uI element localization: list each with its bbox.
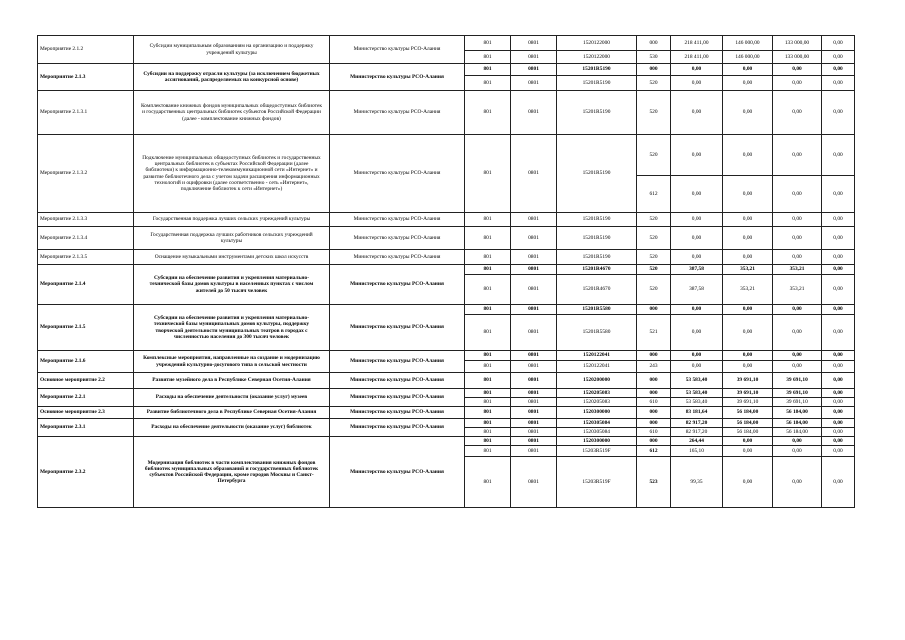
measure-id: Мероприятие 2.1.3.2 (38, 135, 134, 213)
expense-type-code: 520 (637, 135, 671, 176)
expense-type-code: 000 (637, 305, 671, 315)
expense-type-code: 000 (637, 351, 671, 361)
measure-description: Комплексные мероприятия, направленные на создание и модернизацию учреждений культурно-досугового типа в сельской местности (134, 351, 330, 373)
section-code: 0801 (511, 275, 557, 305)
target-article-code: 1520122000 (557, 36, 637, 51)
target-article-code: 1520205083 (557, 398, 637, 407)
section-code: 0801 (511, 446, 557, 457)
table-row (38, 389, 855, 398)
measure-id: Мероприятие 2.1.6 (38, 351, 134, 373)
amount-year-2: 0,00 (723, 457, 773, 508)
amount-year-2: 0,00 (723, 64, 773, 76)
section-code: 0801 (511, 265, 557, 275)
amount-year-2: 0,00 (723, 315, 773, 351)
amount-year-3: 0,00 (773, 315, 822, 351)
amount-year-3: 0,00 (773, 64, 822, 76)
amount-year-4: 0,00 (822, 373, 855, 389)
table-row (38, 36, 855, 51)
responsible-agency: Министерство культуры РСО-Алания (330, 213, 465, 227)
amount-year-3: 0,00 (773, 76, 822, 91)
amount-year-4: 0,00 (822, 275, 855, 305)
target-article-code: 15201R5580 (557, 305, 637, 315)
grbs-code: 801 (465, 351, 511, 361)
responsible-agency: Министерство культуры РСО-Алания (330, 305, 465, 351)
amount-year-4: 0,00 (822, 36, 855, 51)
responsible-agency: Министерство культуры РСО-Алания (330, 407, 465, 419)
amount-year-4: 0,00 (822, 351, 855, 361)
amount-year-1: 165,10 (671, 446, 723, 457)
amount-year-2: 56 184,00 (723, 428, 773, 437)
amount-year-1: 0,00 (671, 227, 723, 250)
responsible-agency: Министерство культуры РСО-Алания (330, 437, 465, 508)
grbs-code: 801 (465, 135, 511, 213)
responsible-agency: Министерство культуры РСО-Алания (330, 64, 465, 91)
target-article-code: 15201R4670 (557, 265, 637, 275)
amount-year-1: 0,00 (671, 250, 723, 265)
amount-year-3: 0,00 (773, 176, 822, 213)
amount-year-4: 0,00 (822, 213, 855, 227)
amount-year-4: 0,00 (822, 265, 855, 275)
table-row (38, 407, 855, 419)
amount-year-3: 0,00 (773, 305, 822, 315)
expense-type-code: 000 (637, 64, 671, 76)
section-code: 0801 (511, 361, 557, 373)
target-article-code: 1520122000 (557, 51, 637, 64)
amount-year-2: 0,00 (723, 135, 773, 176)
amount-year-2: 0,00 (723, 351, 773, 361)
grbs-code: 801 (465, 213, 511, 227)
amount-year-3: 133 000,00 (773, 36, 822, 51)
expense-type-code: 000 (637, 389, 671, 398)
responsible-agency: Министерство культуры РСО-Алания (330, 373, 465, 389)
amount-year-4: 0,00 (822, 135, 855, 176)
target-article-code: 15201R5190 (557, 250, 637, 265)
amount-year-3: 39 691,10 (773, 398, 822, 407)
expense-type-code: 520 (637, 227, 671, 250)
expense-type-code: 520 (637, 275, 671, 305)
amount-year-3: 39 691,10 (773, 373, 822, 389)
amount-year-4: 0,00 (822, 227, 855, 250)
measure-id: Основное мероприятие 2.2 (38, 373, 134, 389)
amount-year-1: 0,00 (671, 351, 723, 361)
grbs-code: 801 (465, 407, 511, 419)
target-article-code: 15201R5190 (557, 213, 637, 227)
amount-year-2: 39 691,10 (723, 373, 773, 389)
measure-description: Субсидии муниципальным образованиям на организацию и поддержку учреждений культуры (134, 36, 330, 64)
section-code: 0801 (511, 437, 557, 446)
measure-id: Основное мероприятие 2.3 (38, 407, 134, 419)
amount-year-2: 56 184,00 (723, 407, 773, 419)
amount-year-1: 83 181,64 (671, 407, 723, 419)
amount-year-1: 53 583,40 (671, 389, 723, 398)
target-article-code: 15201R5190 (557, 64, 637, 76)
amount-year-1: 264,44 (671, 437, 723, 446)
amount-year-3: 133 000,00 (773, 51, 822, 64)
amount-year-2: 39 691,10 (723, 389, 773, 398)
expense-type-code: 000 (637, 407, 671, 419)
grbs-code: 801 (465, 437, 511, 446)
amount-year-3: 56 184,00 (773, 407, 822, 419)
table-row (38, 305, 855, 315)
amount-year-4: 0,00 (822, 76, 855, 91)
amount-year-4: 0,00 (822, 398, 855, 407)
amount-year-3: 0,00 (773, 446, 822, 457)
amount-year-4: 0,00 (822, 51, 855, 64)
amount-year-4: 0,00 (822, 64, 855, 76)
expense-type-code: 520 (637, 250, 671, 265)
section-code: 0801 (511, 91, 557, 135)
amount-year-1: 0,00 (671, 91, 723, 135)
measure-description: Государственная поддержка лучших работников сельских учреждений культуры (134, 227, 330, 250)
measure-id: Мероприятие 2.2.1 (38, 389, 134, 407)
expense-type-code: 520 (637, 76, 671, 91)
amount-year-2: 0,00 (723, 227, 773, 250)
amount-year-1: 0,00 (671, 361, 723, 373)
amount-year-4: 0,00 (822, 389, 855, 398)
expense-type-code: 521 (637, 315, 671, 351)
amount-year-3: 0,00 (773, 227, 822, 250)
target-article-code: 15203R519F (557, 457, 637, 508)
measure-id: Мероприятие 2.1.3.1 (38, 91, 134, 135)
measure-id: Мероприятие 2.1.5 (38, 305, 134, 351)
measure-id: Мероприятие 2.1.3.3 (38, 213, 134, 227)
expense-type-code: 610 (637, 428, 671, 437)
amount-year-1: 53 583,40 (671, 398, 723, 407)
section-code: 0801 (511, 419, 557, 428)
amount-year-4: 0,00 (822, 305, 855, 315)
grbs-code: 801 (465, 265, 511, 275)
measure-description: Субсидии на обеспечение развития и укрепления материально-технической базы муниципальных домов культуры, поддержку творческой деятельности муниципальных театров в городах с численностью населения до 300 тысяч человек (134, 305, 330, 351)
target-article-code: 1520122041 (557, 351, 637, 361)
amount-year-2: 146 000,00 (723, 51, 773, 64)
amount-year-4: 0,00 (822, 176, 855, 213)
measure-id: Мероприятие 2.1.4 (38, 265, 134, 305)
grbs-code: 801 (465, 389, 511, 398)
amount-year-4: 0,00 (822, 419, 855, 428)
responsible-agency: Министерство культуры РСО-Алания (330, 227, 465, 250)
section-code: 0801 (511, 51, 557, 64)
measure-id: Мероприятие 2.3.1 (38, 419, 134, 437)
target-article-code: 1520205083 (557, 389, 637, 398)
measure-description: Расходы на обеспечение деятельности (оказание услуг) музеев (134, 389, 330, 407)
table-row (38, 419, 855, 428)
section-code: 0801 (511, 36, 557, 51)
amount-year-3: 0,00 (773, 250, 822, 265)
grbs-code: 801 (465, 315, 511, 351)
amount-year-2: 39 691,10 (723, 398, 773, 407)
responsible-agency: Министерство культуры РСО-Алания (330, 250, 465, 265)
target-article-code: 15201R5190 (557, 135, 637, 213)
table-row (38, 373, 855, 389)
amount-year-3: 56 184,00 (773, 419, 822, 428)
amount-year-2: 0,00 (723, 213, 773, 227)
responsible-agency: Министерство культуры РСО-Алания (330, 389, 465, 407)
amount-year-1: 82 917,20 (671, 428, 723, 437)
amount-year-2: 0,00 (723, 446, 773, 457)
section-code: 0801 (511, 457, 557, 508)
table-row (38, 213, 855, 227)
grbs-code: 801 (465, 275, 511, 305)
target-article-code: 15201R4670 (557, 275, 637, 305)
amount-year-3: 56 184,00 (773, 428, 822, 437)
expense-type-code: 610 (637, 398, 671, 407)
amount-year-3: 0,00 (773, 213, 822, 227)
table-row (38, 227, 855, 250)
amount-year-4: 0,00 (822, 315, 855, 351)
amount-year-2: 0,00 (723, 176, 773, 213)
amount-year-3: 353,21 (773, 275, 822, 305)
amount-year-4: 0,00 (822, 457, 855, 508)
section-code: 0801 (511, 373, 557, 389)
grbs-code: 801 (465, 227, 511, 250)
expense-type-code: 000 (637, 437, 671, 446)
amount-year-3: 0,00 (773, 91, 822, 135)
amount-year-4: 0,00 (822, 437, 855, 446)
amount-year-1: 387,58 (671, 265, 723, 275)
amount-year-1: 0,00 (671, 135, 723, 176)
expense-type-code: 520 (637, 213, 671, 227)
measure-description: Комплектование книжных фондов муниципальных общедоступных библиотек и государственных центральных библиотек субъектов Российской Федерации (далее - комплектование книжных фондов) (134, 91, 330, 135)
amount-year-1: 0,00 (671, 305, 723, 315)
expense-type-code: 520 (637, 91, 671, 135)
amount-year-1: 387,58 (671, 275, 723, 305)
amount-year-1: 0,00 (671, 76, 723, 91)
section-code: 0801 (511, 351, 557, 361)
target-article-code: 1520305084 (557, 419, 637, 428)
amount-year-1: 82 917,20 (671, 419, 723, 428)
table-row (38, 91, 855, 135)
measure-description: Развитие библиотечного дела в Республике Северная Осетия-Алания (134, 407, 330, 419)
responsible-agency: Министерство культуры РСО-Алания (330, 36, 465, 64)
section-code: 0801 (511, 305, 557, 315)
responsible-agency: Министерство культуры РСО-Алания (330, 419, 465, 437)
target-article-code: 1520122041 (557, 361, 637, 373)
amount-year-2: 0,00 (723, 437, 773, 446)
grbs-code: 801 (465, 398, 511, 407)
amount-year-2: 146 000,00 (723, 36, 773, 51)
target-article-code: 15201R5580 (557, 315, 637, 351)
section-code: 0801 (511, 315, 557, 351)
section-code: 0801 (511, 389, 557, 398)
grbs-code: 801 (465, 76, 511, 91)
expense-type-code: 612 (637, 176, 671, 213)
grbs-code: 801 (465, 51, 511, 64)
measure-id: Мероприятие 2.1.3.5 (38, 250, 134, 265)
target-article-code: 15201R5190 (557, 76, 637, 91)
section-code: 0801 (511, 407, 557, 419)
responsible-agency: Министерство культуры РСО-Алания (330, 135, 465, 213)
amount-year-3: 0,00 (773, 351, 822, 361)
amount-year-1: 218 411,00 (671, 36, 723, 51)
expense-type-code: 612 (637, 446, 671, 457)
amount-year-3: 0,00 (773, 457, 822, 508)
measure-description: Субсидии на обеспечение развития и укрепления материально-технической базы домов культуры в населенных пунктах с числом жителей до 50 тысяч человек (134, 265, 330, 305)
measure-description: Расходы на обеспечение деятельности (оказание услуг) библиотек (134, 419, 330, 437)
measure-id: Мероприятие 2.1.3.4 (38, 227, 134, 250)
amount-year-2: 0,00 (723, 76, 773, 91)
grbs-code: 801 (465, 64, 511, 76)
amount-year-1: 0,00 (671, 213, 723, 227)
table-row (38, 250, 855, 265)
target-article-code: 1520200000 (557, 373, 637, 389)
target-article-code: 1520300000 (557, 437, 637, 446)
responsible-agency: Министерство культуры РСО-Алания (330, 351, 465, 373)
measure-description: Оснащение музыкальными инструментами детских школ искусств (134, 250, 330, 265)
grbs-code: 801 (465, 446, 511, 457)
amount-year-1: 0,00 (671, 176, 723, 213)
measure-id: Мероприятие 2.3.2 (38, 437, 134, 508)
section-code: 0801 (511, 135, 557, 213)
amount-year-3: 0,00 (773, 437, 822, 446)
grbs-code: 801 (465, 457, 511, 508)
budget-table (37, 35, 855, 508)
expense-type-code: 520 (637, 265, 671, 275)
section-code: 0801 (511, 227, 557, 250)
target-article-code: 15203R519F (557, 446, 637, 457)
amount-year-1: 53 583,40 (671, 373, 723, 389)
expense-type-code: 530 (637, 51, 671, 64)
responsible-agency: Министерство культуры РСО-Алания (330, 265, 465, 305)
amount-year-2: 0,00 (723, 91, 773, 135)
section-code: 0801 (511, 64, 557, 76)
measure-description: Подключение муниципальных общедоступных библиотек и государственных центральных библиотек в субъектах Российской Федерации (далее библиотеки) к информационно-телекоммуникационной сети «Интернет» и развитие библиотечного дела с учетом задачи расширения информационных технологий и оцифровки (далее соответственно - сеть «Интернет», подключение библиотек к сети «Интернет») (134, 135, 330, 213)
measure-id: Мероприятие 2.1.2 (38, 36, 134, 64)
amount-year-4: 0,00 (822, 361, 855, 373)
table-row (38, 437, 855, 446)
measure-description: Государственная поддержка лучших сельских учреждений культуры (134, 213, 330, 227)
amount-year-3: 39 691,10 (773, 389, 822, 398)
amount-year-2: 353,21 (723, 265, 773, 275)
amount-year-4: 0,00 (822, 446, 855, 457)
target-article-code: 15201R5190 (557, 227, 637, 250)
section-code: 0801 (511, 250, 557, 265)
target-article-code: 1520300000 (557, 407, 637, 419)
amount-year-3: 0,00 (773, 135, 822, 176)
amount-year-2: 0,00 (723, 250, 773, 265)
table-row (38, 351, 855, 361)
target-article-code: 15201R5190 (557, 91, 637, 135)
expense-type-code: 523 (637, 457, 671, 508)
amount-year-4: 0,00 (822, 91, 855, 135)
expense-type-code: 000 (637, 373, 671, 389)
table-row (38, 135, 855, 176)
section-code: 0801 (511, 428, 557, 437)
grbs-code: 801 (465, 305, 511, 315)
amount-year-2: 56 184,00 (723, 419, 773, 428)
amount-year-2: 0,00 (723, 305, 773, 315)
amount-year-1: 99,35 (671, 457, 723, 508)
grbs-code: 801 (465, 91, 511, 135)
table-row (38, 64, 855, 76)
measure-description: Развитие музейного дела в Республике Северная Осетия-Алания (134, 373, 330, 389)
measure-description: Модернизация библиотек в части комплектования книжных фондов библиотек муниципальных образований и государственных библиотек субъектов Российской Федерации, кроме городов Москвы и Санкт-Петербурга (134, 437, 330, 508)
amount-year-4: 0,00 (822, 407, 855, 419)
expense-type-code: 243 (637, 361, 671, 373)
expense-type-code: 000 (637, 36, 671, 51)
amount-year-4: 0,00 (822, 250, 855, 265)
grbs-code: 801 (465, 419, 511, 428)
grbs-code: 801 (465, 373, 511, 389)
grbs-code: 801 (465, 250, 511, 265)
amount-year-2: 353,21 (723, 275, 773, 305)
target-article-code: 1520305084 (557, 428, 637, 437)
section-code: 0801 (511, 213, 557, 227)
responsible-agency: Министерство культуры РСО-Алания (330, 91, 465, 135)
amount-year-1: 0,00 (671, 64, 723, 76)
expense-type-code: 000 (637, 419, 671, 428)
table-row (38, 265, 855, 275)
measure-description: Субсидии на поддержку отрасли культуры (за исключением бюджетных ассигнований, распределяемых на конкурсной основе) (134, 64, 330, 91)
grbs-code: 801 (465, 428, 511, 437)
grbs-code: 801 (465, 361, 511, 373)
amount-year-1: 0,00 (671, 315, 723, 351)
amount-year-1: 218 411,00 (671, 51, 723, 64)
measure-id: Мероприятие 2.1.3 (38, 64, 134, 91)
amount-year-3: 0,00 (773, 361, 822, 373)
section-code: 0801 (511, 398, 557, 407)
amount-year-2: 0,00 (723, 361, 773, 373)
amount-year-3: 353,21 (773, 265, 822, 275)
grbs-code: 801 (465, 36, 511, 51)
amount-year-4: 0,00 (822, 428, 855, 437)
section-code: 0801 (511, 76, 557, 91)
